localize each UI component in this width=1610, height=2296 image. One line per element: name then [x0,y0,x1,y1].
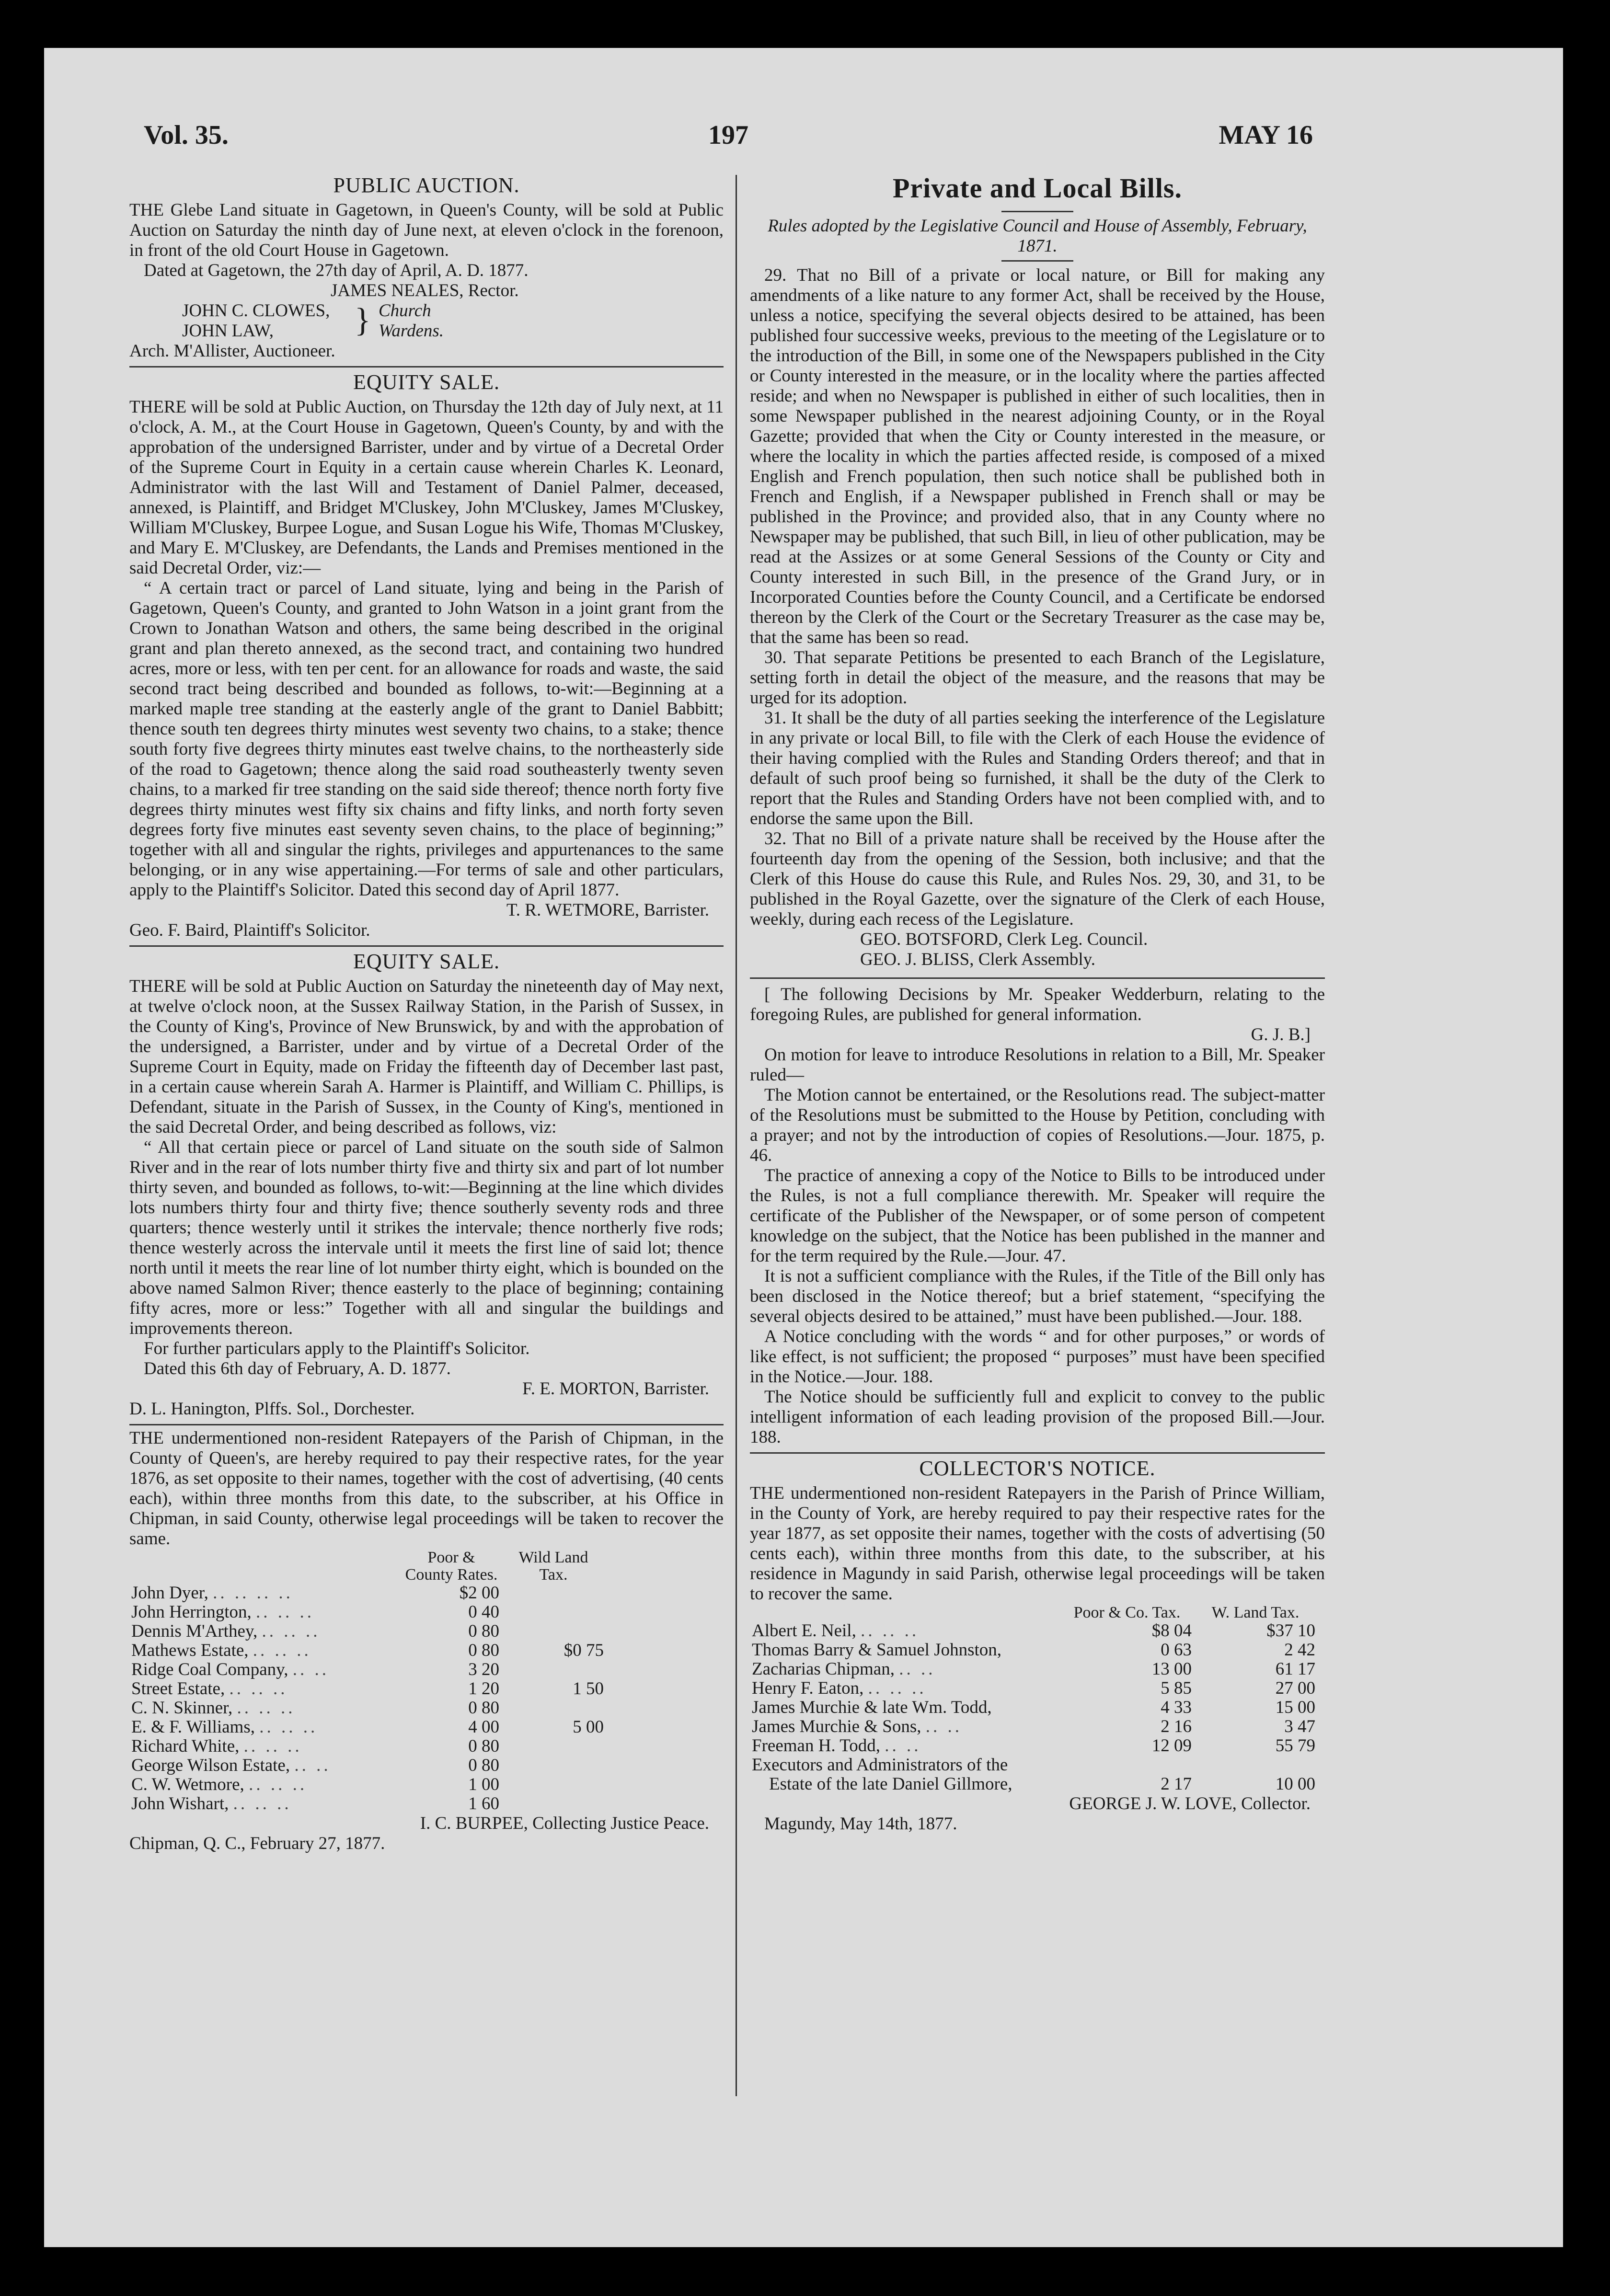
leader-dots: .. .. .. [243,1736,302,1756]
section-rule [129,1424,724,1425]
ratepayer-name [129,1622,402,1641]
land-tax-amount: 55 79 [1275,1736,1315,1756]
land-tax-amount: 1 50 [573,1679,604,1699]
rate-amount: 13 00 [1151,1659,1192,1679]
ratepayer-name-text: George Wilson Estate, [131,1756,290,1775]
ratepayer-name-text: Mathews Estate, [131,1641,249,1660]
land-tax-amount [501,1584,606,1603]
leader-dots: .. .. .. [256,1602,314,1622]
signature-brace: } [355,302,371,339]
leader-dots: .. .. .. [237,1698,296,1718]
rule-32: 32. That no Bill of a private nature shall be received by the House after the fourteenth day from the opening of the Session, both inclusive; and that the Clerk of this House do cause this Rule, and Rules Nos. 29, 30, and 31, to be published in the Royal Gazette, over the signature of the Clerk of each House, weekly, during each recess of the Legislature. [750,829,1325,929]
equity-sale-2 [129,950,724,1419]
title-rule [1001,211,1073,212]
land-tax-amount: 15 00 [1275,1698,1315,1717]
page-header [144,120,1313,163]
land-tax-amount [501,1775,606,1794]
ratepayer-name [129,1603,402,1622]
ratepayer-name [750,1736,1060,1756]
wardens-label: Wardens. [379,321,444,341]
rate-amount: 4 00 [468,1717,499,1737]
table-row [750,1717,1317,1736]
collectors-notice [750,1457,1325,1834]
page-number: 197 [708,120,748,150]
land-tax-amount: 2 42 [1284,1640,1315,1660]
equity-sale-2-description: “ All that certain piece or parcel of Land situate on the south side of Salmon River and in the rear of lots number thirty five and thirty six and part of lot number thirty seven, and bounded as follows, to-wit:—Beginning at the line which divides lots numbers thirty four and thirty five; thence southerly seventy rods and three quarters; thence westerly until it strikes the intervale; thence northerly five rods; thence westerly across the intervale until it meets the first line of said lot; thence north until it meets the rear line of lot number thirty eight, which is bounded on the above named Salmon River; thence easterly to the place of beginning; containing fifty acres, more or less:” Together with all and singular the buildings and improvements thereon. [129,1137,724,1338]
rate-amount: 1 60 [468,1794,499,1814]
equity-sale-2-signature: F. E. MORTON, Barrister. [522,1379,709,1399]
rate-amount: 3 20 [468,1660,499,1679]
ratepayer-name-text: James Murchie & Sons, [752,1717,921,1736]
wild-land-tax-header: Wild Land Tax. [518,1549,588,1584]
warden-signature-1: JOHN C. CLOWES, [182,301,330,321]
table-header-row [750,1604,1317,1621]
table-row [129,1660,606,1679]
table-header-row [129,1549,606,1584]
column-divider [736,175,737,2096]
decision-5: A Notice concluding with the words “ and for other purposes,” or words of like effect, is not sufficient; the proposed “ purposes” must have been specified in the Notice.—Jour. 188. [750,1327,1325,1387]
rector-signature: JAMES NEALES, Rector. [331,281,519,300]
ratepayer-name-text: John Dyer, [131,1583,208,1603]
private-bills-title: Private and Local Bills. [893,172,1182,204]
rate-amount: $8 04 [1151,1621,1192,1641]
table-row [129,1756,606,1775]
rule-31: 31. It shall be the duty of all parties seeking the interference of the Legislature in any private or local Bill, to file with the Clerk of each House the evidence of their having complied with the Rules and Standing Orders thereof; and that in default of such proof being so furnished, it shall be the duty of the Clerk to report that the Rules and Standing Orders have not been complied with, and to endorse the same upon the Bill. [750,708,1325,828]
land-tax-amount [501,1756,606,1775]
clerk-council-signature: GEO. BOTSFORD, Clerk Leg. Council. [860,930,1148,949]
collector-signature: GEORGE J. W. LOVE, Collector. [1069,1794,1311,1814]
private-bills-subtitle: Rules adopted by the Legislative Council and House of Assembly, February, 1871. [768,216,1307,256]
decision-1: On motion for leave to introduce Resolutions in relation to a Bill, Mr. Speaker ruled— [750,1045,1325,1085]
ratepayer-name [129,1737,402,1756]
table-row [750,1775,1317,1794]
volume-number: Vol. 35. [144,120,229,150]
table-row [750,1736,1317,1756]
decision-3: The practice of annexing a copy of the Notice to Bills to be introduced under the Rules, is not a full compliance therewith. Mr. Speaker will require the certificate of the Publisher of the Newspaper, or of some person of competent knowledge on the subject, that the Notice has been published in the manner and for the term required by the Rule.—Jour. 47. [750,1166,1325,1266]
table-row [750,1641,1317,1660]
rate-amount [1060,1756,1194,1775]
rate-amount: 12 09 [1151,1736,1192,1756]
section-rule [750,1452,1325,1454]
clerk-assembly-signature: GEO. J. BLISS, Clerk Assembly. [860,950,1095,969]
decision-6: The Notice should be sufficiently full and explicit to convey to the public intelligent information of each leading provision of the proposed Bill.—Jour. 188. [750,1387,1325,1447]
ratepayer-name-text: John Herrington, [131,1602,252,1622]
land-tax-amount [501,1699,606,1718]
leader-dots: .. .. [294,1756,331,1775]
ratepayer-name-text: John Wishart, [131,1794,229,1814]
leader-dots: .. .. .. [262,1621,321,1641]
table-row [129,1622,606,1641]
table-row [129,1775,606,1794]
equity-sale-1-title: EQUITY SALE. [353,370,500,394]
ratepayer-name-text: Dennis M'Arthey, [131,1621,258,1641]
rate-amount: 0 63 [1161,1640,1192,1660]
equity-sale-2-further: For further particulars apply to the Plaintiff's Solicitor. [144,1339,530,1358]
ratepayer-name [750,1641,1060,1660]
ratepayer-name [750,1660,1060,1679]
ratepayer-name-text: Estate of the late Daniel Gillmore, [769,1774,1012,1794]
auctioneer-line: Arch. M'Allister, Auctioneer. [129,341,335,361]
leader-dots: .. .. .. [861,1621,920,1641]
leader-dots: .. .. [899,1659,936,1679]
church-label: Church [379,301,431,321]
poor-co-tax-header: Poor & Co. Tax. [1073,1604,1181,1621]
rate-amount: 4 33 [1161,1698,1192,1717]
chipman-notice-body: THE undermentioned non-resident Ratepayers of the Parish of Chipman, in the County of Queen's, are hereby required to pay their respective rates, for the year 1876, as set opposite to their names, together with the cost of advertising, (40 cents each), within three months from this date, to the subscriber, at his Office in Chipman, in said County, otherwise legal proceedings will be taken to recover the same. [129,1428,724,1549]
land-tax-amount: $0 75 [564,1641,604,1660]
rate-amount: 2 17 [1161,1774,1192,1794]
ratepayer-name [750,1679,1060,1698]
rate-amount: 2 16 [1161,1717,1192,1736]
rate-amount: 5 85 [1161,1678,1192,1698]
ratepayer-name-text: E. & F. Williams, [131,1717,255,1737]
rate-amount: 1 00 [468,1775,499,1794]
collector-dated: Magundy, May 14th, 1877. [764,1814,957,1834]
chipman-ratepayers-notice [129,1428,724,1854]
chipman-rates-table [129,1549,606,1814]
ratepayer-name-text: Henry F. Eaton, [752,1678,864,1698]
rate-amount: 0 80 [468,1736,499,1756]
section-rule [750,977,1325,979]
table-row [129,1584,606,1603]
collectors-notice-title: COLLECTOR'S NOTICE. [919,1457,1156,1480]
ratepayer-name [129,1756,402,1775]
equity-sale-1-intro: THERE will be sold at Public Auction, on Thursday the 12th day of July next, at 11 o'clock, A. M., at the Court House in Gagetown, Queen's County, by and with the approbation of the undersigned Barrister, under and by virtue of a Decretal Order of the Supreme Court in Equity in a certain cause wherein Charles K. Leonard, Administrator with the last Will and Testament of Daniel Palmer, deceased, annexed, is Plaintiff, and Bridget M'Cluskey, John M'Cluskey, James M'Cluskey, William M'Cluskey, Burpee Logue, and Susan Logue his Wife, Thomas M'Cluskey, and Mary E. M'Cluskey, are Defendants, the Lands and Premises mentioned in the said Decretal Order, viz:— [129,397,724,578]
land-tax-amount: 5 00 [573,1717,604,1737]
leader-dots: .. .. .. [868,1678,927,1698]
public-auction-body: THE Glebe Land situate in Gagetown, in Queen's County, will be sold at Public Auction on Saturday the ninth day of June next, at eleven o'clock in the forenoon, in front of the old Court House in Gagetown. [129,200,724,260]
table-row [750,1698,1317,1717]
land-tax-amount: 10 00 [1275,1774,1315,1794]
section-rule [129,366,724,367]
leader-dots: .. .. [885,1736,921,1756]
rule-30: 30. That separate Petitions be presented to each Branch of the Legislature, setting forth in detail the object of the measure, and the reasons that may be urged for its adoption. [750,648,1325,708]
collectors-notice-body: THE undermentioned non-resident Ratepayers in the Parish of Prince William, in the County of York, are hereby required to pay their respective rates for the year 1877, as set opposite their names, together with the costs of advertising (50 cents each), within three months from this date, to the subscriber, at his residence in Magundy in said Parish, otherwise legal proceedings will be taken to recover the same. [750,1483,1325,1604]
equity-sale-2-intro: THERE will be sold at Public Auction on Saturday the nineteenth day of May next, at twelve o'clock noon, at the Sussex Railway Station, in the Parish of Sussex, in the County of King's, Province of New Brunswick, by and with the approbation of the undersigned, a Barrister, under and by virtue of a Decretal Order of the Supreme Court in Equity, made on Friday the fifteenth day of December last past, in a certain cause wherein Sarah A. Harmer is Plaintiff, and William C. Phillips, is Defendant, situate in the Parish of Sussex, in the County of King's, mentioned in the said Decretal Order, and being described as follows, viz: [129,976,724,1137]
ratepayer-name [750,1775,1060,1794]
private-local-bills [750,172,1325,1447]
land-tax-amount [501,1622,606,1641]
table-row [750,1756,1317,1775]
ratepayer-name-text: C. W. Wetmore, [131,1775,244,1794]
table-row [750,1679,1317,1698]
ratepayer-name-text: Richard White, [131,1736,240,1756]
ratepayer-name [750,1756,1060,1775]
ratepayer-name [129,1718,402,1737]
ratepayer-name-text: Thomas Barry & Samuel Johnston, [752,1640,1002,1660]
ratepayer-name-text: Zacharias Chipman, [752,1659,895,1679]
equity-sale-1-description: “ A certain tract or parcel of Land situate, lying and being in the Parish of Gagetown, Queen's County, and granted to John Watson in a joint grant from the Crown to Jonathan Watson and others, the same being described in the original grant and plan thereto annexed, as the second tract, and containing two hundred acres, more or less, with ten per cent. for an allowance for roads and waste, the said second tract being described and bounded as follows, to-wit:—Beginning at a marked maple tree standing at the easterly angle of the grant to Daniel Babbitt; thence south ten degrees thirty minutes west seventy two chains, to a stake; thence south forty five degrees thirty minutes east twelve chains, to the northeasterly side of the road to Gagetown; thence along the said road southeasterly twenty seven chains, to a marked fir tree standing on the said side thereof; thence north forty five degrees thirty minutes west fifty six chains and fifty links, and north forty seven degrees forty five minutes east seventy seven chains, to the place of beginning;” together with all and singular the rights, privileges and appurtenances to the same belonging, or in any wise appertaining.—For terms of sale and other particulars, apply to the Plaintiff's Solicitor. Dated this second day of April 1877. [129,578,724,900]
ratepayer-name [750,1621,1060,1641]
equity-sale-1 [129,370,724,941]
ratepayer-name [750,1717,1060,1736]
rate-amount: $2 00 [459,1583,499,1603]
chipman-dated: Chipman, Q. C., February 27, 1877. [129,1834,385,1853]
warden-signature-2: JOHN LAW, [182,321,274,341]
chipman-signature: I. C. BURPEE, Collecting Justice Peace. [420,1814,709,1833]
subtitle-rule [1001,260,1073,262]
rate-amount: 1 20 [468,1679,499,1699]
equity-sale-2-dated: Dated this 6th day of February, A. D. 1877. [144,1359,451,1378]
ratepayer-name-text: C. N. Skinner, [131,1698,233,1718]
poor-county-rates-header: Poor & County Rates. [405,1549,498,1584]
table-row [129,1641,606,1660]
speaker-note-signature: G. J. B.] [1251,1025,1311,1045]
equity-sale-2-title: EQUITY SALE. [353,950,500,973]
equity-sale-2-solicitor: D. L. Hanington, Plffs. Sol., Dorchester. [129,1399,415,1419]
leader-dots: .. .. .. [249,1775,308,1794]
ratepayer-name-text: Executors and Administrators of the [752,1755,1008,1775]
land-tax-amount [501,1660,606,1679]
leader-dots: .. .. .. [259,1717,318,1737]
public-auction-dated: Dated at Gagetown, the 27th day of April, A. D. 1877. [144,261,529,280]
leader-dots: .. .. .. [229,1679,288,1699]
land-tax-amount [501,1737,606,1756]
ratepayer-name [129,1641,402,1660]
table-row [129,1794,606,1814]
right-column [750,172,1325,1834]
ratepayer-name-text: Ridge Coal Company, [131,1660,288,1679]
land-tax-amount: 61 17 [1275,1659,1315,1679]
ratepayer-name [129,1699,402,1718]
prince-william-rates-table [750,1604,1317,1794]
table-row [750,1621,1317,1641]
table-row [129,1699,606,1718]
church-wardens-signatures [129,281,724,341]
table-row [129,1603,606,1622]
speaker-decisions-note: [ The following Decisions by Mr. Speaker Wedderburn, relating to the foregoing Rules, are published for general information. [750,985,1325,1024]
rate-amount: 0 40 [468,1602,499,1622]
leader-dots: .. .. [925,1717,963,1736]
leader-dots: .. .. .. .. [213,1583,293,1603]
rate-amount: 0 80 [468,1698,499,1718]
w-land-tax-header: W. Land Tax. [1211,1604,1300,1621]
rate-amount: 0 80 [468,1641,499,1660]
land-tax-amount [501,1794,606,1814]
leader-dots: .. .. [292,1660,329,1679]
ratepayer-name-text: Street Estate, [131,1679,225,1699]
ratepayer-name [750,1698,1060,1717]
ratepayer-name [129,1679,402,1699]
issue-date: MAY 16 [1219,120,1313,150]
rule-29: 29. That no Bill of a private or local nature, or Bill for making any amendments of a like nature to any former Act, shall be received by the House, unless a notice, specifying the several objects desired to be attained, has been published four successive weeks, previous to the meeting of the Legislature or to the introduction of the Bill, in some one of the Newspapers published in the City or County interested in the measure, or in the locality where the parties affected reside; and when no Newspaper is published in either of such localities, then in some Newspaper published in the nearest adjoining County, or in the Royal Gazette; provided that when the City or County interested in the measure, or where the locality in which the parties affected reside, is composed of a mixed English and French population, then such notice shall be published both in French and English, if a Newspaper published in French shall or may be published in the Province; and provided also, that in any County where no Newspaper may be published, that such Bill, in lieu of other publication, may be read at the Assizes or at some General Sessions of the County or City and County interested in such Bill, in the presence of the Grand Jury, or in Incorporated Counties before the County Council, and a Certificate be endorsed thereon by the Clerk of the Court or the Secretary Treasurer as the case may be, that the same has been so read. [750,265,1325,647]
public-auction-notice [129,173,724,361]
table-row [129,1737,606,1756]
left-column [129,172,724,1854]
decision-4: It is not a sufficient compliance with the Rules, if the Title of the Bill only has been disclosed in the Notice thereof; but a brief statement, “specifying the several objects desired to be attained,” must have been published.—Jour. 188. [750,1266,1325,1326]
leader-dots: .. .. .. [233,1794,292,1814]
section-rule [129,945,724,947]
land-tax-amount: 3 47 [1284,1717,1315,1736]
ratepayer-name-text: Freeman H. Todd, [752,1736,881,1756]
table-row [750,1660,1317,1679]
public-auction-title: PUBLIC AUCTION. [333,173,520,197]
ratepayer-name [129,1794,402,1814]
ratepayer-name-text: James Murchie & late Wm. Todd, [752,1698,992,1717]
land-tax-amount: $37 10 [1266,1621,1315,1641]
ratepayer-name [129,1584,402,1603]
decision-2: The Motion cannot be entertained, or the Resolutions read. The subject-matter of the Resolutions must be submitted to the House by Petition, concluding with a prayer; and not by the introduction of copies of Resolutions.—Jour. 1875, p. 46. [750,1085,1325,1165]
land-tax-amount: 27 00 [1275,1678,1315,1698]
rate-amount: 0 80 [468,1621,499,1641]
ratepayer-name-text: Albert E. Neil, [752,1621,856,1641]
equity-sale-1-solicitor: Geo. F. Baird, Plaintiff's Solicitor. [129,920,370,940]
table-row [129,1679,606,1699]
ratepayer-name [129,1775,402,1794]
table-row [129,1718,606,1737]
rate-amount: 0 80 [468,1756,499,1775]
land-tax-amount [1194,1756,1317,1775]
land-tax-amount [501,1603,606,1622]
equity-sale-1-signature: T. R. WETMORE, Barrister. [506,900,709,920]
leader-dots: .. .. .. [253,1641,311,1660]
ratepayer-name [129,1660,402,1679]
